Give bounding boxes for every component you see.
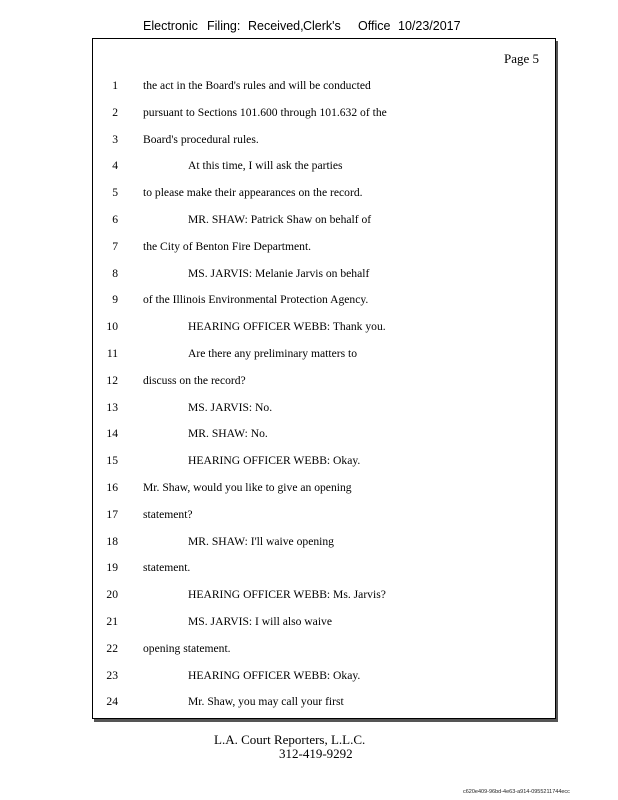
transcript-line	[93, 374, 555, 401]
line-number: 11	[106, 346, 118, 360]
line-text: HEARING OFFICER WEBB: Ms. Jarvis?	[188, 588, 386, 602]
line-text: MS. JARVIS: No.	[188, 400, 273, 414]
line-number: 7	[112, 239, 118, 253]
line-text: Mr. Shaw, would you like to give an opening	[143, 480, 352, 494]
document-id: c620e409-96bd-4e63-a914-0955211744ecc	[463, 789, 570, 795]
line-number: 14	[106, 427, 118, 441]
transcript-line	[93, 695, 555, 722]
line-text: discuss on the record?	[143, 373, 246, 387]
transcript-line	[93, 588, 555, 615]
transcript-line	[93, 508, 555, 535]
line-number: 16	[106, 480, 118, 494]
line-text: to please make their appearances on the record.	[143, 186, 363, 200]
page-number: Page 5	[503, 51, 539, 66]
transcript-line	[93, 133, 555, 160]
line-text: At this time, I will ask the parties	[188, 159, 343, 173]
line-text: statement.	[143, 561, 191, 575]
transcript-line	[93, 213, 555, 240]
transcript-line	[93, 240, 555, 267]
line-number: 12	[106, 373, 118, 387]
transcript-line	[93, 267, 555, 294]
line-number: 24	[106, 695, 118, 709]
line-text: statement?	[143, 507, 193, 521]
line-text: Are there any preliminary matters to	[188, 346, 358, 360]
transcript-line	[93, 669, 555, 696]
transcript-line	[93, 79, 555, 106]
court-reporter-phone: 312-419-9292	[279, 746, 353, 761]
line-number: 15	[106, 454, 118, 468]
line-number: 23	[106, 668, 118, 682]
line-text: opening statement.	[143, 641, 231, 655]
line-number: 8	[112, 266, 118, 280]
transcript-line	[93, 427, 555, 454]
line-number: 2	[112, 105, 118, 119]
line-text: HEARING OFFICER WEBB: Thank you.	[188, 320, 386, 334]
transcript-page	[92, 38, 556, 719]
line-text: MR. SHAW: No.	[188, 427, 268, 441]
filing-header-office: Office	[358, 19, 391, 33]
line-number: 13	[106, 400, 118, 414]
transcript-line	[93, 293, 555, 320]
line-number: 4	[112, 159, 118, 173]
filing-header-filing: Filing:	[207, 19, 241, 33]
line-number: 17	[106, 507, 118, 521]
court-reporter-name: L.A. Court Reporters, L.L.C.	[214, 732, 366, 747]
line-text: of the Illinois Environmental Protection Agency.	[143, 293, 369, 307]
line-number: 20	[106, 588, 118, 602]
line-text: MS. JARVIS: Melanie Jarvis on behalf	[188, 266, 370, 280]
filing-header-electronic: Electronic	[143, 19, 198, 33]
transcript-line	[93, 481, 555, 508]
line-number: 10	[106, 320, 118, 334]
line-number: 6	[112, 212, 118, 226]
line-number: 22	[106, 641, 118, 655]
line-number: 3	[112, 132, 118, 146]
transcript-line	[93, 347, 555, 374]
line-text: Mr. Shaw, you may call your first	[188, 695, 344, 709]
line-number: 5	[112, 186, 118, 200]
line-text: HEARING OFFICER WEBB: Okay.	[188, 668, 361, 682]
line-number: 18	[106, 534, 118, 548]
line-number: 1	[112, 79, 118, 92]
line-number: 9	[112, 293, 118, 307]
line-text: HEARING OFFICER WEBB: Okay.	[188, 454, 361, 468]
filing-header-received: Received,	[248, 19, 304, 33]
line-text: the City of Benton Fire Department.	[143, 239, 312, 253]
line-text: MS. JARVIS: I will also waive	[188, 614, 332, 628]
transcript-lines	[93, 79, 555, 722]
line-text: Board's procedural rules.	[143, 132, 259, 146]
transcript-line	[93, 615, 555, 642]
line-text: MR. SHAW: Patrick Shaw on behalf of	[188, 212, 372, 226]
transcript-line	[93, 561, 555, 588]
line-text: pursuant to Sections 101.600 through 101.632 of the	[143, 105, 387, 119]
line-number: 21	[106, 614, 118, 628]
transcript-line	[93, 159, 555, 186]
transcript-line	[93, 106, 555, 133]
filing-header-clerks: Clerk's	[303, 19, 341, 33]
filing-header-date: 10/23/2017	[398, 19, 461, 33]
line-text: the act in the Board's rules and will be conducted	[143, 79, 371, 92]
transcript-line	[93, 454, 555, 481]
transcript-line	[93, 401, 555, 428]
transcript-line	[93, 535, 555, 562]
line-text: MR. SHAW: I'll waive opening	[188, 534, 334, 548]
transcript-line	[93, 642, 555, 669]
line-number: 19	[106, 561, 118, 575]
transcript-line	[93, 320, 555, 347]
transcript-line	[93, 186, 555, 213]
